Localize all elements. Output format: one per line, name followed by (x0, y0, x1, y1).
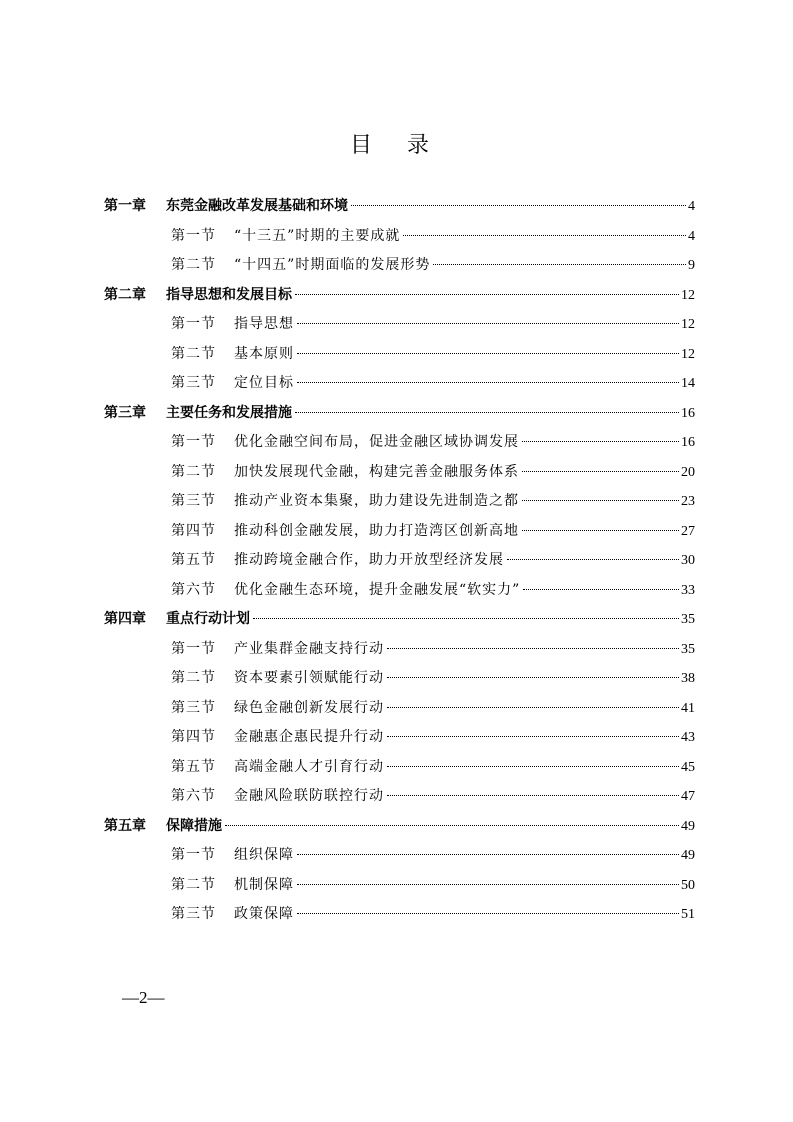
toc-section[interactable] (104, 369, 695, 399)
entry-title: 推动跨境金融合作，助力开放型经济发展 (234, 552, 504, 568)
page-number: 20 (681, 464, 695, 480)
dot-leader (522, 471, 679, 472)
entry-number: 第一章 (104, 198, 146, 214)
page-number: 38 (681, 671, 695, 686)
entry-title: 指导思想 (234, 316, 294, 332)
dot-leader (297, 884, 679, 885)
page-number: 30 (681, 553, 695, 568)
entry-number: 第五章 (104, 817, 146, 834)
entry-title: “十三五”时期的主要成就 (234, 227, 401, 244)
entry-number: 第六节 (171, 788, 216, 804)
page-number: 27 (681, 523, 695, 539)
entry-number: 第四节 (171, 522, 216, 539)
toc-section[interactable] (104, 841, 695, 871)
entry-title: 主要任务和发展措施 (166, 404, 292, 421)
dot-leader (225, 825, 679, 826)
page-number: 16 (681, 405, 695, 421)
entry-title: 重点行动计划 (166, 611, 250, 627)
entry-title: 高端金融人才引育行动 (234, 758, 384, 775)
dot-leader (297, 323, 679, 324)
toc-chapter-2[interactable] (104, 281, 695, 311)
dot-leader (297, 913, 679, 914)
page-number: 43 (681, 730, 695, 745)
entry-number: 第二节 (171, 876, 216, 893)
entry-number: 第一节 (171, 640, 216, 657)
toc-section[interactable] (104, 340, 695, 370)
entry-title: 加快发展现代金融，构建完善金融服务体系 (234, 463, 519, 480)
toc-section[interactable] (104, 900, 695, 930)
entry-title: 指导思想和发展目标 (166, 286, 292, 303)
dot-leader (387, 736, 679, 737)
dot-leader (387, 707, 679, 708)
page-number: 16 (681, 435, 695, 450)
toc-section[interactable] (104, 782, 695, 812)
dot-leader (295, 412, 679, 413)
dot-leader (403, 235, 686, 236)
entry-title: 资本要素引领赋能行动 (234, 670, 384, 686)
toc-section[interactable] (104, 517, 695, 547)
toc-section[interactable] (104, 251, 695, 281)
page-number: 45 (681, 759, 695, 775)
entry-title: 政策保障 (234, 906, 294, 922)
page-number: 4 (688, 228, 695, 244)
entry-number: 第三章 (104, 404, 146, 421)
dot-leader (522, 441, 679, 442)
dot-leader (295, 294, 679, 295)
entry-title: 推动科创金融发展，助力打造湾区创新高地 (234, 522, 519, 539)
entry-title: 金融风险联防联控行动 (234, 788, 384, 804)
dot-leader (253, 618, 679, 619)
entry-number: 第四章 (104, 611, 146, 627)
entry-title: 组织保障 (234, 847, 294, 863)
entry-title: 东莞金融改革发展基础和环境 (166, 198, 348, 214)
toc-section[interactable] (104, 458, 695, 488)
page-number: 49 (681, 818, 695, 834)
entry-title: “十四五”时期面临的发展形势 (234, 257, 431, 273)
toc-section[interactable] (104, 428, 695, 458)
entry-number: 第二节 (171, 670, 216, 686)
dot-leader (387, 795, 679, 796)
page-number: 49 (681, 848, 695, 863)
dot-leader (387, 766, 679, 767)
entry-number: 第三节 (171, 699, 216, 716)
entry-title: 金融惠企惠民提升行动 (234, 729, 384, 745)
page-number: 33 (681, 582, 695, 598)
page-number: 9 (688, 258, 695, 273)
entry-title: 产业集群金融支持行动 (234, 640, 384, 657)
page-number: 50 (681, 877, 695, 893)
dot-leader (387, 677, 679, 678)
toc-chapter-1[interactable] (104, 192, 695, 222)
page-number: 41 (681, 700, 695, 716)
toc-section[interactable] (104, 487, 695, 517)
entry-title: 保障措施 (166, 817, 222, 834)
entry-number: 第三节 (171, 375, 216, 391)
entry-number: 第三节 (171, 906, 216, 922)
toc-section[interactable] (104, 635, 695, 665)
entry-title: 基本原则 (234, 345, 294, 362)
page-number: 35 (681, 641, 695, 657)
entry-title: 定位目标 (234, 375, 294, 391)
entry-number: 第一节 (171, 227, 216, 244)
entry-title: 优化金融生态环境，提升金融发展“软实力” (234, 581, 521, 598)
page-number: 35 (681, 612, 695, 627)
entry-number: 第二章 (104, 286, 146, 303)
dot-leader (351, 205, 686, 206)
toc-chapter-5[interactable] (104, 812, 695, 842)
toc-section[interactable] (104, 753, 695, 783)
entry-number: 第一节 (171, 847, 216, 863)
entry-title: 推动产业资本集聚，助力建设先进制造之都 (234, 493, 519, 509)
entry-title: 绿色金融创新发展行动 (234, 699, 384, 716)
entry-number: 第二节 (171, 345, 216, 362)
entry-number: 第二节 (171, 257, 216, 273)
dot-leader (297, 353, 679, 354)
dot-leader (297, 854, 679, 855)
entry-number: 第二节 (171, 463, 216, 480)
page-title: 目 录 (350, 133, 443, 158)
dot-leader (522, 530, 679, 531)
dot-leader (507, 559, 679, 560)
toc-chapter-4[interactable] (104, 605, 695, 635)
page-number: 12 (681, 317, 695, 332)
table-of-contents (104, 192, 695, 930)
toc-chapter-3[interactable] (104, 399, 695, 429)
entry-number: 第一节 (171, 434, 216, 450)
entry-number: 第四节 (171, 729, 216, 745)
page-number: 12 (681, 287, 695, 303)
dot-leader (297, 382, 679, 383)
page-number: 23 (681, 494, 695, 509)
page-number: 14 (681, 376, 695, 391)
toc-section[interactable] (104, 546, 695, 576)
dot-leader (433, 264, 686, 265)
entry-number: 第五节 (171, 552, 216, 568)
entry-title: 优化金融空间布局，促进金融区域协调发展 (234, 434, 519, 450)
dot-leader (522, 500, 679, 501)
page-number: 12 (681, 346, 695, 362)
entry-title: 机制保障 (234, 876, 294, 893)
page-number: 4 (688, 199, 695, 214)
dot-leader (523, 589, 679, 590)
page-footer-number: —2— (122, 988, 165, 1007)
entry-number: 第三节 (171, 493, 216, 509)
toc-section[interactable] (104, 664, 695, 694)
toc-section[interactable] (104, 222, 695, 252)
dot-leader (387, 648, 679, 649)
page-number: 47 (681, 789, 695, 804)
toc-section[interactable] (104, 576, 695, 606)
toc-section[interactable] (104, 871, 695, 901)
entry-number: 第一节 (171, 316, 216, 332)
entry-number: 第五节 (171, 758, 216, 775)
toc-section[interactable] (104, 723, 695, 753)
toc-section[interactable] (104, 310, 695, 340)
page-number: 51 (681, 907, 695, 922)
entry-number: 第六节 (171, 581, 216, 598)
toc-section[interactable] (104, 694, 695, 724)
